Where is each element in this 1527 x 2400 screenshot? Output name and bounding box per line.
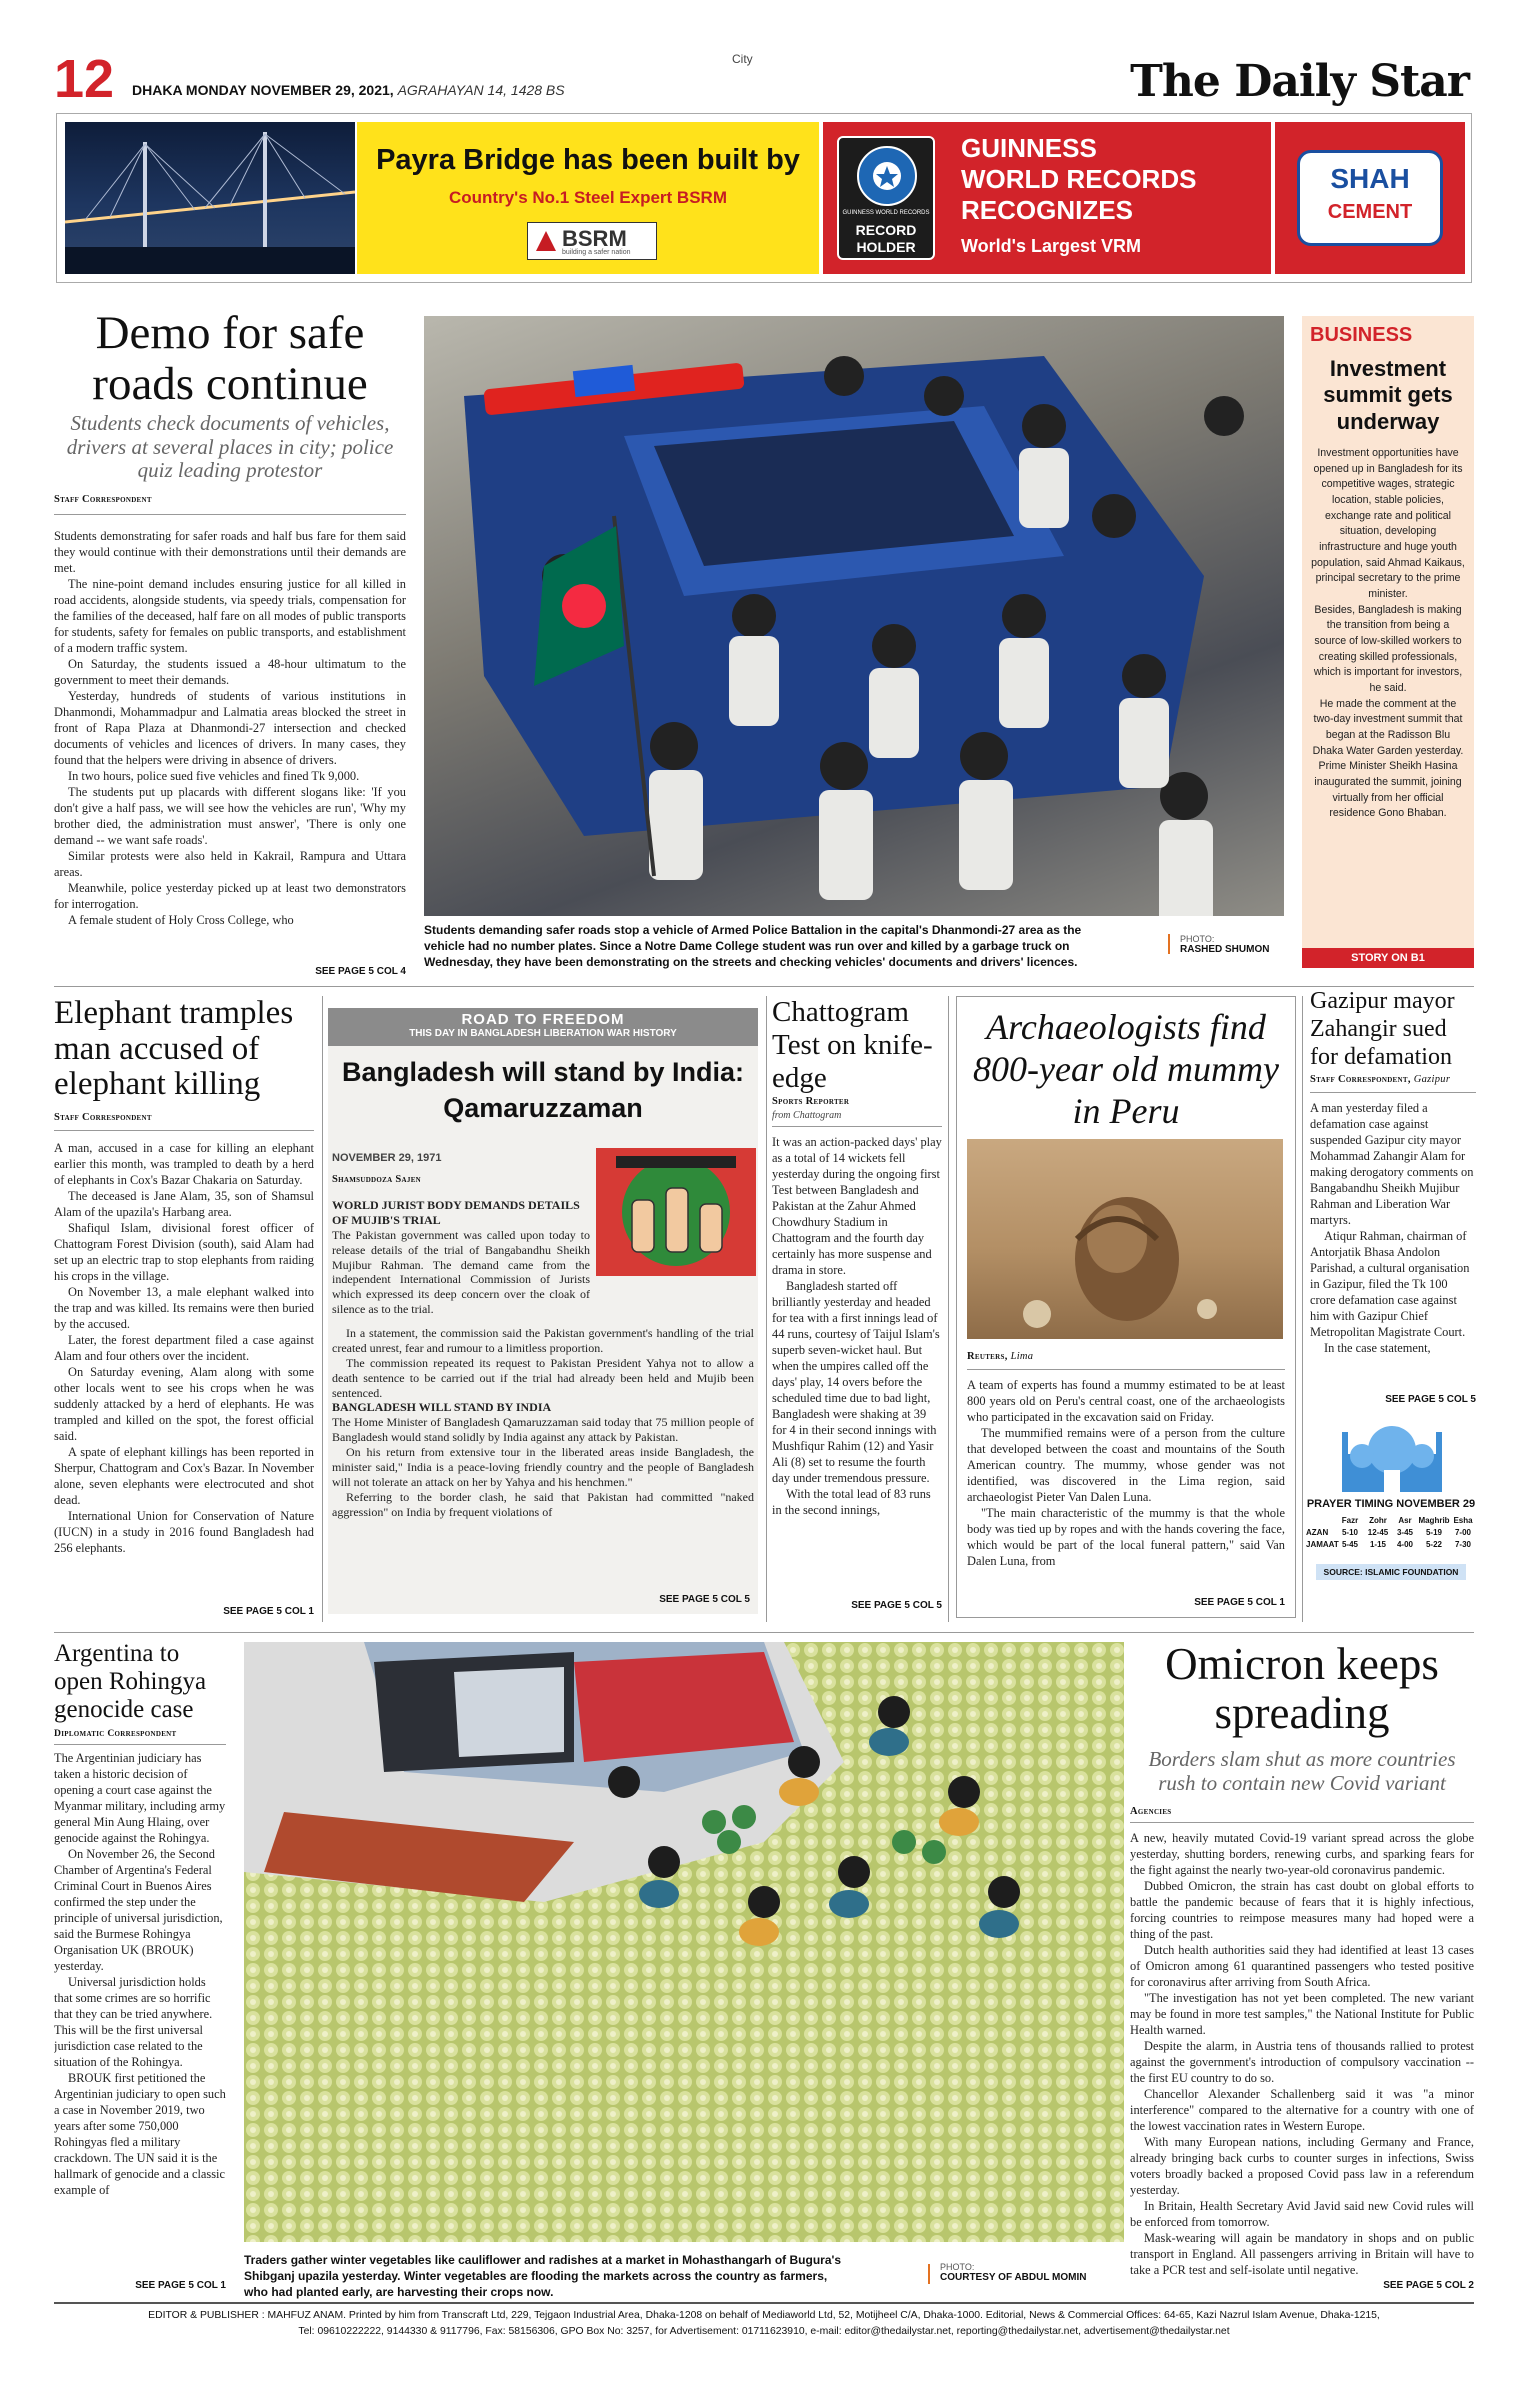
mummy-para: "The main characteristic of the mummy is that the whole body was tied up by ropes and with the hands covering the face, which would be part of the local funeral pattern," said Van Dalen Luna, from [967,1506,1285,1568]
omicron-byline-rule [1130,1822,1474,1823]
gazipur-continued[interactable]: SEE PAGE 5 COL 5 [1385,1394,1476,1405]
omicron-para: A new, heavily mutated Covid-19 variant spread across the globe yesterday, shutting borders, renewing curbs, and sparking fears for the fight against the nearly two-year-old coronavirus pandemic. [1130,1831,1474,1877]
elephant-continued[interactable]: SEE PAGE 5 COL 1 [223,1606,314,1617]
vegetable-market-illustration [244,1642,1124,2242]
lead-para: A female student of Holy Cross College, who [68,913,294,927]
prayer-cell: 5-45 [1341,1540,1358,1549]
col-divider [322,996,323,1622]
mummy-byline: Reuters, Lima [967,1351,1034,1362]
omicron-para: Despite the alarm, in Austria tens of thousands rallied to protest against the government's introduction of compulsory vaccination -- the first EU country to do so. [1130,2039,1474,2085]
col-divider [948,996,949,1622]
col-divider [766,996,767,1622]
market-photo-credit: COURTESY OF ABDUL MOMIN [940,2272,1087,2283]
row-divider-2 [54,1632,1474,1633]
lead-caption-rule [1168,934,1170,954]
mummy-place: Lima [1010,1351,1034,1362]
prayer-cell: 7-00 [1454,1528,1471,1537]
col-divider [1302,996,1303,1622]
gazipur-byline-name: Staff Correspondent [1310,1074,1408,1085]
prayer-col: Maghrib [1418,1516,1450,1525]
omicron-para: Dutch health authorities said they had identified at least 13 cases of Omicron among 61 quarantined passengers who tested positive for coronavirus after arriving from South Africa. [1130,1943,1474,1989]
business-box[interactable] [1302,316,1474,968]
omicron-para: "The investigation has not yet been completed. The new variant may be found in more test samples," the National Institute for Public Health warned. [1130,1991,1474,2037]
mummy-agency: Reuters [967,1351,1005,1362]
raised-fists-illustration [596,1148,756,1276]
gazipur-byline: Staff Correspondent, Gazipur [1310,1074,1451,1085]
shah-cement-logo [1297,150,1443,246]
section-label: City [732,52,753,66]
bsrm-logo-text: BSRM [562,226,627,251]
chattogram-dateline: from Chattogram [772,1110,842,1121]
badge-holder: HOLDER [856,239,916,255]
freedom-para: The commission repeated its request to Pakistan President Yahya not to allow a death sentence to be carried out if the trial had already been held and Mujib been sentenced. [332,1355,754,1400]
imprint-line-1: EDITOR & PUBLISHER : MAHFUZ ANAM. Printed by him from Transcraft Ltd, 229, Tejgaon Industrial Area, Dhaka-1208 on behalf of Mediaworld Ltd, 52, Motijheel C/A, Dhaka-1000. Editorial, News & Commercial Offices: 64-65, Kazi Nazrul Islam Avenue, Dhaka-1215, [148,2310,1380,2321]
lead-para: Similar protests were also held in Kakrail, Rampura and Uttara areas. [54,849,406,879]
business-body [1310,446,1466,822]
elephant-para: The deceased is Jane Alam, 35, son of Shamsul Alam of the upazila's Harbang area. [54,1189,314,1219]
prayer-cell: 1-15 [1369,1540,1386,1549]
prayer-col [1306,1516,1336,1525]
guinness-line-2: WORLD RECORDS [961,164,1197,194]
dateline-bangla-date: AGRAHAYAN 14, 1428 BS [397,82,565,98]
argentina-para: Universal jurisdiction holds that some crimes are so horrific that they can be tried anywhere. This will be the first universal jurisdiction case related to the situation of the Rohingya. [54,1975,213,2069]
business-para: Besides, Bangladesh is making the transition from being a source of low-skilled workers to creating skilled professionals, which is important for investors, he said. [1313,603,1463,695]
lead-photo-credit: RASHED SHUMON [1180,944,1270,955]
freedom-byline: Shamsuddoza Sajen [332,1174,422,1185]
lead-body [54,528,406,966]
freedom-para: On his return from extensive tour in the liberated areas inside Bangladesh, the minister said," India is a peace-loving friendly country and the people of Bangladesh will not tolerate an attack on her by Yahya and his henchmen." [332,1445,754,1489]
bsrm-logo-tag: building a safer nation [562,249,631,256]
lead-para: The nine-point demand includes ensuring justice for all killed in road accidents, alongside students, via speedy trials, compensation for the families of the deceased, half fare on all modes of public transports for students, safety for females on public transports, and establishment of a modern traffic system. [54,577,406,655]
prayer-timing-box [1306,1414,1476,1620]
gazipur-byline-rule [1310,1092,1476,1093]
ad-bsrm[interactable] [357,122,819,274]
mummy-photo [967,1139,1283,1339]
prayer-cell: 5-19 [1425,1528,1442,1537]
guinness-line-3: RECOGNIZES [961,195,1133,225]
gazipur-body [1310,1100,1476,1390]
gazipur-para: Atiqur Rahman, chairman of Antorjatik Bhasa Andolon Parishad, a cultural organisation in Gazipur, filed the Tk 100 crore defamation case against him with Gazipur Chief Metropolitan Magistrate Court. [1310,1229,1470,1339]
freedom-banner-subtitle: THIS DAY IN BANGLADESH LIBERATION WAR HISTORY [409,1028,677,1039]
prayer-col: Fazr [1341,1516,1359,1525]
argentina-byline: Diplomatic Correspondent [54,1728,177,1739]
lead-photo-label: PHOTO: [1180,934,1215,944]
chattogram-body [772,1134,942,1594]
elephant-byline-rule [54,1130,314,1131]
cement-text: CEMENT [1327,201,1413,223]
freedom-body [332,1326,754,1588]
lead-para: In two hours, police sued five vehicles and fined Tk 9,000. [68,769,360,783]
gazipur-place: Gazipur [1413,1074,1451,1085]
prayer-cell: 5-10 [1341,1528,1358,1537]
record-holder-badge [837,136,935,260]
prayer-table [1306,1516,1476,1549]
chattogram-para: Bangladesh started off brilliantly yesterday and headed for tea with a first innings lead of 44 runs, courtesy of Taijul Islam's superb seven-wicket haul. But when the umpires called off the days' play, 14 overs before the scheduled time due to bad light, Bangladesh were shaking at 39 for 4 in their second innings with Mushfiqur Rahim (12) and Yasir Ali (8) set to resume the fourth day under tremendous pressure. [772,1279,940,1485]
argentina-body [54,1750,226,2272]
argentina-headline[interactable]: Argentina to open Rohingya genocide case [54,1640,207,1723]
lead-continued[interactable]: SEE PAGE 5 COL 4 [315,966,406,977]
bsrm-headline: Payra Bridge has been built by [376,144,800,176]
lead-para: Meanwhile, police yesterday picked up at least two demonstrators for interrogation. [54,881,406,911]
bsrm-subline: Country's No.1 Steel Expert BSRM [449,188,727,207]
guinness-line-1: GUINNESS [961,133,1097,163]
freedom-box[interactable] [328,1008,758,1614]
prayer-cell: 4-00 [1396,1540,1413,1549]
argentina-byline-rule [54,1744,226,1745]
argentina-para: The Argentinian judiciary has taken a historic decision of opening a court case against the Myanmar military, including army general Min Aung Hlaing, over genocide against the Rohingya. [54,1751,226,1845]
elephant-para: On Saturday evening, Alam along with some other locals went to see his crops when he was suddenly attacked by a herd of elephants. He was trampled and killed on the spot, the forest official said. [54,1365,314,1443]
protest-scene-illustration [424,316,1284,916]
market-photo-label: PHOTO: [940,2262,975,2272]
bsrm-emblem-icon [534,229,558,253]
chattogram-para: With the total lead of 83 runs in the second innings, [772,1487,931,1517]
omicron-para: Mask-wearing will again be mandatory in shops and on public transport in England. All passengers arriving in Britain will have to take a PCR test and self-isolate until negative. [1130,2231,1474,2276]
business-para: Investment opportunities have opened up in Bangladesh for its competitive wages, strategic location, stable policies, exchange rate and political situation, developing infrastructure and huge youth population, said Ahmad Kaikaus, principal secretary to the prime minister. [1311,447,1465,601]
prayer-col: Esha [1453,1516,1473,1525]
dateline [132,82,565,98]
freedom-banner [328,1008,758,1046]
badge-top-text: GUINNESS WORLD RECORDS [842,210,930,216]
lead-byline: Staff Correspondent [54,494,152,505]
lead-para: Students demonstrating for safer roads and half bus fare for them said they would continue with their demonstrations until their demands are met. [54,529,406,575]
mummy-byline-rule [967,1369,1285,1370]
ad-shah-cement[interactable] [1275,122,1465,274]
omicron-para: Chancellor Alexander Schallenberg said it was "a minor interference" compared to the alternative for a country with one of the lowest vaccination rates in Western Europe. [1130,2087,1474,2133]
page-number: 12 [54,49,115,109]
row-divider-1 [54,986,1474,987]
freedom-para: In a statement, the commission said the Pakistan government's handling of the trial created unrest, fear and rumour to a limitless proportion. [332,1326,754,1355]
bridge-illustration [65,122,355,274]
newspaper-logo[interactable]: The Daily Star [1130,56,1469,107]
prayer-cell: JAMAAT [1306,1540,1339,1549]
mummy-para: The mummified remains were of a person from the culture that developed between the coast and mountains of the South American country. The mummy, whose gender was not identified, was discovered in the Lima region, said archaeologist Pieter Van Dalen Luna. [967,1426,1285,1504]
omicron-headline[interactable]: Omicron keeps spreading [1165,1639,1439,1738]
freedom-continued[interactable]: SEE PAGE 5 COL 5 [659,1594,750,1605]
elephant-para: A spate of elephant killings has been reported in Sherpur, Chattogram and Cox's Bazar. In November alone, seven elephants were electrocuted and shot dead. [54,1445,314,1507]
shah-text: SHAH [1330,163,1410,194]
prayer-azan-row [1306,1528,1476,1537]
lead-headline[interactable]: Demo for safe roads continue [92,307,368,410]
prayer-col: Asr [1398,1516,1412,1525]
freedom-para: The Pakistan government was called upon today to release details of the trial of Bangabandhu Sheikh Mujibur Rahman. The demand came from the independent International Commission of Jurists which expressed its deep concern over the cloak of silence as to the trial. [332,1227,590,1317]
lead-byline-rule [54,514,406,515]
omicron-byline: Agencies [1130,1806,1172,1817]
business-story-link[interactable]: STORY ON B1 [1302,948,1474,968]
prayer-cell: AZAN [1306,1528,1329,1537]
freedom-para: The Home Minister of Bangladesh Qamaruzzaman said today that 75 million people of Bangladesh would stand solidly by India against any attack by Pakistan. [332,1415,754,1445]
freedom-banner-title: ROAD TO FREEDOM [461,1011,625,1028]
gazipur-para: In the case statement, [1324,1341,1431,1355]
freedom-subhead-1: WORLD JURIST BODY DEMANDS DETAILS OF MUJIB'S TRIAL [332,1198,580,1227]
freedom-para: Referring to the border clash, he said that Pakistan had committed "naked aggression" on India by frequent violations of [332,1489,754,1519]
omicron-para: In Britain, Health Secretary Avid Javid said new Covid rules will be enforced from tomorrow. [1130,2199,1474,2229]
mummy-box[interactable] [956,996,1296,1618]
elephant-byline: Staff Correspondent [54,1112,152,1123]
gazipur-headline[interactable]: Gazipur mayor Zahangir sued for defamation [1310,988,1455,1070]
prayer-source: SOURCE: ISLAMIC FOUNDATION [1316,1564,1466,1580]
omicron-para: With many European nations, including Germany and France, already bringing back curbs to counter surges in infections, Swiss voters broadly backed a proposed Covid pass law in a referendum yesterday. [1130,2135,1474,2197]
chattogram-byline-rule [772,1126,942,1127]
imprint-line-2: Tel: 09610222222, 9144330 & 9117796, Fax: 58156306, GPO Box No: 3257, for Advertisement: 01711623910, e-mail: editor@thedailystar.net, reporting@thedailystar.net, advertisement@thedailystar.net [298,2326,1230,2337]
omicron-para: Dubbed Omicron, the strain has cast doubt on global efforts to battle the pandemic because of fears that it is highly infectious, forcing countries to reimpose measures many had hoped were a thing of the past. [1130,1879,1474,1941]
elephant-headline[interactable]: Elephant tramples man accused of elephant killing [54,995,294,1103]
freedom-date: NOVEMBER 29, 1971 [332,1152,442,1164]
argentina-continued[interactable]: SEE PAGE 5 COL 1 [135,2280,226,2291]
lead-subhead: Students check documents of vehicles, drivers at several places in city; police quiz leading protestor [66,411,394,483]
elephant-para: On November 13, a male elephant walked into the trap and was killed. Its remains were then buried by the accused. [54,1285,314,1331]
prayer-cell: 12-45 [1367,1528,1389,1537]
prayer-col: Zohr [1369,1516,1387,1525]
elephant-para: International Union for Conservation of Nature (IUCN) in a study in 2016 found Bangladesh had 256 elephants. [54,1509,314,1555]
dateline-date: DHAKA MONDAY NOVEMBER 29, 2021, [132,82,394,98]
omicron-subhead: Borders slam shut as more countries rush to contain new Covid variant [1148,1747,1456,1795]
omicron-continued[interactable]: SEE PAGE 5 COL 2 [1383,2280,1474,2291]
mummy-headline: Archaeologists find 800-year old mummy in Peru [973,1007,1279,1131]
market-photo [244,1642,1124,2242]
lead-photo-caption: Students demanding safer roads stop a vehicle of Armed Police Battalion in the capital's Dhanmondi-27 area as the vehicle had no number plates. Since a Notre Dame College student was run over and killed by a garbage truck on Wednesday, they have been demonstrating on the streets and checking vehicles' documents and drivers' licences. [424,923,1082,970]
chattogram-headline[interactable]: Chattogram Test on knife-edge [772,996,933,1095]
mummy-illustration [967,1139,1283,1339]
business-kicker: BUSINESS [1310,324,1413,346]
argentina-para: BROUK first petitioned the Argentinian judiciary to open such a case in November 2019, two years after some 750,000 Rohingyas fled a military crackdown. The UN said it is the hallmark of genocide and a classic example of [54,2071,226,2197]
argentina-para: On November 26, the Second Chamber of Argentina's Federal Criminal Court in Buenos Aires confirmed the step under the principle of universal jurisdiction, said the Burmese Rohingya Organisation UK (BROUK) yesterday. [54,1847,223,1973]
market-photo-caption: Traders gather winter vegetables like cauliflower and radishes at a market in Mohasthangarh of Bugura's Shibganj upazila yesterday. Winter vegetables are flooding the markets across the country as farmers, who had planted early, are harvesting their crops now. [244,2253,842,2300]
prayer-cell: 3-45 [1396,1528,1413,1537]
elephant-para: Later, the forest department filed a case against Alam and four others over the incident. [54,1333,314,1363]
guinness-line-4: World's Largest VRM [961,236,1141,256]
chattogram-para: It was an action-packed days' play as a total of 14 wickets fell yesterday during the ongoing first Test between Bangladesh and Pakistan at the Zahur Ahmed Chowdhury Stadium in Chattogram and the fourth day certainly has more suspense and drama in store. [772,1135,942,1277]
lead-para: Yesterday, hundreds of students of various institutions in Dhanmondi, Mohammadpur and Lalmatia areas blocked the street in front of Rapa Plaza at Dhanmondi-27 intersection and checked documents of vehicles and licences of drivers. In many cases, they found that the helpers were driving in absence of drivers. [54,689,406,767]
market-caption-rule [928,2264,930,2284]
business-headline: Investment summit gets underway [1323,356,1453,434]
mummy-body [967,1377,1285,1591]
ad-guinness[interactable] [823,122,1271,274]
mummy-continued[interactable]: SEE PAGE 5 COL 1 [1194,1597,1285,1608]
lead-para: On Saturday, the students issued a 48-hour ultimatum to the government to meet their demands. [54,657,406,687]
prayer-cell: 7-30 [1454,1540,1471,1549]
badge-record: RECORD [855,222,917,238]
business-para: He made the comment at the two-day investment summit that began at the Radisson Blu Dhaka Water Garden yesterday. Prime Minister Sheikh Hasina inaugurated the summit, joining virtually from her official residence Gono Bhaban. [1312,697,1464,820]
gazipur-para: A man yesterday filed a defamation case against suspended Gazipur city mayor Mohammad Zahangir Alam for making derogatory comments on Bangabandhu Sheikh Mujibur Rahman and Liberation War martyrs. [1310,1101,1474,1227]
elephant-para: A man, accused in a case for killing an elephant earlier this month, was trampled to death by a herd of elephants in Cox's Bazar Chakaria on Saturday. [54,1141,314,1187]
freedom-headline: Bangladesh will stand by India: Qamaruzzaman [341,1057,745,1124]
ad-bridge-photo [65,122,355,274]
prayer-cell: 5-22 [1425,1540,1442,1549]
freedom-subhead-2: BANGLADESH WILL STAND BY INDIA [332,1400,552,1415]
freedom-body-top [332,1198,590,1317]
mosque-icon [1340,1414,1444,1494]
lead-photo [424,316,1284,916]
bsrm-logo [527,222,657,260]
ad-banner[interactable] [56,113,1472,283]
lead-para: The students put up placards with different slogans like: 'If you don't give a half pass, we will see how the vehicles are run', 'Why my brother died, the administration must answer', 'There is only one demand -- we want safe roads'. [54,785,406,847]
omicron-body [1130,1830,1474,2276]
mummy-para: A team of experts has found a mummy estimated to be at least 800 years old on Peru's central coast, one of the archaeologists who participated in the excavation said on Friday. [967,1378,1285,1424]
prayer-jamaat-row [1306,1540,1476,1549]
footer-rule [54,2302,1474,2304]
chattogram-continued[interactable]: SEE PAGE 5 COL 5 [851,1600,942,1611]
prayer-header-row [1306,1516,1476,1525]
elephant-para: Shafiqul Islam, divisional forest officer of Chattogram Forest Division (south), said Alam had set up an electric trap to stop elephants from raiding his crops in the village. [54,1221,314,1283]
elephant-body [54,1140,314,1604]
freedom-illustration [596,1148,756,1276]
guinness-medal-icon [855,144,919,208]
chattogram-byline: Sports Reporter [772,1096,850,1107]
prayer-title: PRAYER TIMING NOVEMBER 29 [1306,1498,1476,1510]
